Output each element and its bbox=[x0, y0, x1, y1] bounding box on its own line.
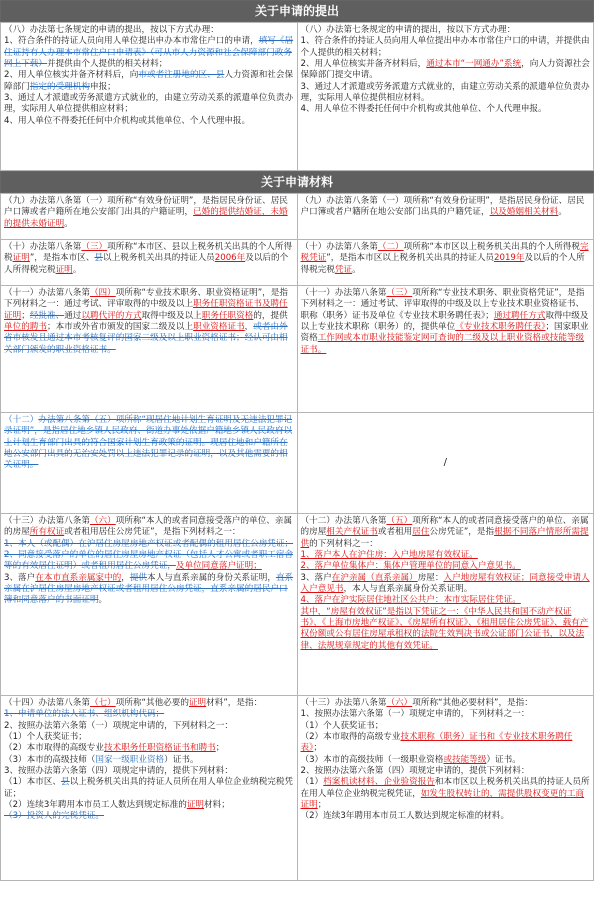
added-text: 通过聘任方式 bbox=[493, 310, 546, 321]
clause-text: 材料”，是指： bbox=[206, 698, 263, 708]
clause-text: 及以后的个人所得税完税 bbox=[4, 253, 289, 275]
new-clause-11 bbox=[297, 286, 594, 413]
clause-text: 或者租用居住公房凭证”，是指下列材料之一： bbox=[64, 527, 241, 538]
new-clause-14 bbox=[297, 696, 594, 881]
old-clause-9 bbox=[1, 194, 298, 240]
clause-text: 3、落户 bbox=[4, 572, 36, 583]
clause-text: ； bbox=[215, 743, 225, 754]
clause-paragraph bbox=[4, 415, 294, 472]
added-text: 以聘代评的方式 bbox=[81, 310, 142, 321]
clause-paragraph bbox=[4, 698, 294, 709]
clause-text: （十二） bbox=[4, 415, 39, 425]
clause-paragraph bbox=[4, 25, 294, 36]
added-text: 2、落户单位集体户：集体户管理单位的同意入户意见书。 bbox=[300, 561, 521, 572]
added-text: 1、落户本人在沪住房：入户地房屋有效权证。 bbox=[300, 550, 478, 561]
clause-paragraph bbox=[4, 800, 294, 811]
clause-text: 项所称“其他必要的 bbox=[115, 698, 189, 708]
table-row bbox=[1, 696, 594, 881]
clause-paragraph bbox=[4, 777, 294, 800]
added-text: 档案机读材料、企业验资报告 bbox=[323, 777, 435, 788]
added-text: 如发生股权转让的，需提供股权变更的工商证明 bbox=[300, 788, 585, 811]
clause-text: （八）办法第七条规定的申请的提出，按以下方式办理： bbox=[4, 25, 219, 35]
clause-text: 以上税务机关出具的持证人员 bbox=[103, 253, 215, 264]
clause-text: 2、按照办法第六条第（四）项规定申请的，提供下列材料： bbox=[300, 766, 530, 777]
clause-text: 2、按照办法第六条第（一）项规定申请的，下列材料之一： bbox=[4, 720, 233, 731]
clause-paragraph bbox=[301, 766, 591, 777]
clause-paragraph bbox=[4, 36, 294, 70]
clause-text: （十四）办法第八条第 bbox=[4, 698, 90, 708]
clause-text: 本人与直系亲属的身份关系证明， bbox=[147, 572, 276, 583]
added-text: 以及婚姻相关材料 bbox=[489, 207, 559, 218]
deleted-text: （3）投资人的完税凭证。 bbox=[4, 811, 104, 822]
clause-paragraph bbox=[4, 70, 294, 93]
added-text: 或技能等级 bbox=[443, 754, 487, 765]
deleted-text: 1、本人（或配偶）在沪居住房屋房地产权证或者配偶的租用居住公房凭证； bbox=[4, 538, 294, 549]
clause-paragraph bbox=[4, 196, 294, 230]
clause-text: 项所称“专业技术职务、职业资格凭证”，是指下列材料之一：通过考试、评审取得的中级及以上专业技术职业资格证书、职称（职务）证书及单位《专业技术职务聘任表》； bbox=[300, 288, 585, 321]
added-text: 其中，“房屋有效权证”是指以下凭证之一：《中华人民共和国不动产权证书》、《上海市房地产权证》、《房屋所有权证》、《租用居住公房凭证》、载有产权份额或公有居住房屋承租权的法院生效判决书或公证部门公证书，以及法律、法规规章规定的其他有效凭证。 bbox=[300, 606, 589, 651]
deleted-text: 指定的受理机构 bbox=[29, 81, 90, 92]
deleted-text: 提供 bbox=[129, 572, 148, 583]
clause-paragraph bbox=[4, 539, 294, 550]
clause-text: （2）连续3年聘用本市员工人数达到规定标准的材料。 bbox=[300, 811, 510, 822]
clause-paragraph bbox=[301, 709, 591, 720]
clause-paragraph bbox=[301, 561, 591, 572]
clause-text: （2）本市取得的高级专业 bbox=[300, 732, 401, 743]
clause-text: （十一）办法第八条第 bbox=[300, 288, 387, 298]
deleted-text: 填写《居住证持有人办理本市常住户口申请表》（可从市人力资源和社会保障部门政务网上下载） bbox=[4, 36, 294, 70]
table-row bbox=[1, 194, 594, 240]
clause-paragraph bbox=[4, 516, 294, 539]
clause-text: 。 bbox=[98, 595, 108, 606]
clause-text: ，向人力资源社会保障部门提交申请。 bbox=[300, 59, 590, 81]
clause-text: 房屋： bbox=[417, 572, 444, 583]
added-text: 居住 bbox=[412, 527, 430, 538]
clause-text: ）证书。 bbox=[164, 754, 199, 765]
table-row bbox=[1, 514, 594, 696]
clause-text: 及以后的个人所得税完税 bbox=[300, 253, 585, 275]
clause-text: （3）本市的高级技师（一级职业资格 bbox=[300, 754, 444, 765]
clause-text: 1、符合条件的持证人员向用人单位提出申办本市常住户口的申请，并提供由个人提供的相关材料； bbox=[300, 36, 590, 58]
section-header-materials: 关于申请材料 bbox=[0, 171, 594, 193]
clause-text: 以上税务机关出具的持证人员所在用人单位企业纳税完税凭证； bbox=[4, 777, 294, 799]
clause-text: （十二）办法第八条第 bbox=[300, 516, 387, 526]
added-text: （三） bbox=[81, 242, 108, 252]
old-clause-10 bbox=[1, 240, 298, 286]
added-text: （三） bbox=[386, 288, 413, 298]
added-text: 证明 bbox=[188, 698, 207, 708]
added-text: （六） bbox=[386, 698, 413, 708]
clause-paragraph bbox=[301, 755, 591, 766]
added-text: 通过本市“一网通办”系统 bbox=[426, 59, 522, 70]
new-clause-12-deleted-mark: / bbox=[297, 413, 594, 514]
clause-text: ； bbox=[317, 800, 327, 811]
added-text: 证明 bbox=[55, 264, 73, 275]
added-text: 技术职务任职资格证书和聘书 bbox=[104, 743, 216, 754]
clause-text: 人力资源和社会保障部门 bbox=[4, 70, 294, 92]
clause-text: 4、用人单位不得委托任何中介机构或其他单位、个人代理申报。 bbox=[300, 104, 547, 115]
clause-paragraph bbox=[4, 721, 294, 732]
clause-paragraph bbox=[301, 698, 591, 709]
added-text: 入户地房屋有效权证；同意接受申请人入户意见书 bbox=[300, 572, 590, 595]
old-clause-11 bbox=[1, 286, 298, 413]
clause-text: ； bbox=[21, 310, 30, 321]
added-text: （四） bbox=[89, 288, 116, 298]
deleted-text: 经批准、 bbox=[29, 310, 65, 321]
added-text: 《专业技术职务聘任表》 bbox=[455, 322, 546, 333]
clause-paragraph bbox=[4, 811, 294, 822]
clause-text: 并提供由个人提供的相关材料； bbox=[46, 59, 168, 70]
added-text: 技术职称（职务）证书和《专业技术职务聘任表》 bbox=[300, 732, 573, 754]
clause-paragraph bbox=[4, 550, 294, 573]
clause-text: （3）本市的高级技师（ bbox=[4, 754, 96, 765]
new-clause-13 bbox=[297, 514, 594, 696]
added-text: 所有权证 bbox=[29, 527, 65, 538]
clause-text: 。 bbox=[64, 218, 73, 229]
added-text: 2019年 bbox=[494, 253, 525, 264]
added-text: 完税凭证 bbox=[300, 242, 589, 264]
clause-paragraph bbox=[4, 93, 294, 116]
clause-text: 4、用人单位不得委托任何中介机构或其他单位、个人代理申报。 bbox=[4, 115, 251, 126]
clause-text: ）证书。 bbox=[486, 754, 521, 765]
clause-text: 取得中级及以上 bbox=[141, 310, 202, 321]
clause-paragraph bbox=[301, 82, 591, 105]
old-clause-13 bbox=[1, 514, 298, 696]
deleted-text: 办法第八条第（五）项所称“现居住地计划生育证明及无违法犯罪记录证明”，是指居住地乡镇人民政府、街道办事处依据户籍地乡镇人民政府以上计划生育部门出具的符合国家计划生育政策的证明。现居住地和户籍所在地公安部门出具的无治安处罚以上违法犯罪记录的证明，以及其他需要的相关证明。 bbox=[4, 415, 293, 471]
clause-paragraph bbox=[301, 25, 591, 36]
clause-text: 公房凭证”，是指 bbox=[429, 527, 495, 538]
clause-paragraph bbox=[301, 36, 591, 59]
clause-text: ， bbox=[244, 322, 254, 333]
deleted-text: 1、申请单位的法人证书、组织机构代码； bbox=[4, 709, 165, 720]
added-text: 工作网或本市职业技能鉴定网可查询的二级及以上职业资格或技能等级证书。 bbox=[300, 333, 585, 355]
clause-text: 3、按照办法第六条第（四）项规定申请的，提供下列材料： bbox=[4, 766, 233, 777]
clause-text: 3、落户 bbox=[300, 572, 332, 583]
clause-text: 申报； bbox=[89, 81, 116, 92]
clause-text: 项所称“专业技术职务、职业资格证明”，是指下列材料之一：通过考试、评审取得的中级及以上 bbox=[4, 288, 288, 310]
clause-paragraph bbox=[4, 573, 294, 607]
clause-text: 取得中级及以上专业技术职称（职务）的，提供单位 bbox=[300, 310, 589, 333]
clause-paragraph bbox=[301, 104, 591, 115]
added-text: （二） bbox=[377, 242, 404, 252]
added-text: 职务任职资格 bbox=[201, 310, 254, 321]
deleted-text: 县 bbox=[94, 253, 104, 264]
clause-paragraph bbox=[301, 721, 591, 732]
section-header-application: 关于申请的提出 bbox=[0, 0, 594, 22]
clause-text: （十）办法第八条第 bbox=[4, 242, 82, 252]
added-text: 证明 bbox=[12, 253, 30, 264]
clause-text: （八）办法第七条规定的申请的提出，按以下方式办理： bbox=[300, 25, 516, 35]
added-text: 凭证 bbox=[334, 264, 353, 275]
added-text: 4、落户在沪实际居住地社区公共户：本市实际居住凭证。 bbox=[300, 595, 521, 606]
clause-text: ”，是指本市区以上税务机关出具的持证人员 bbox=[326, 253, 495, 264]
clause-text: （2）本市取得的高级专业 bbox=[4, 743, 104, 754]
clause-text: （1）个人获奖证书； bbox=[300, 720, 384, 731]
added-text: 及单位同意落户证明； bbox=[175, 561, 262, 572]
clause-text: 或者租用 bbox=[377, 527, 413, 538]
clause-paragraph bbox=[4, 755, 294, 766]
old-clause-12 bbox=[1, 413, 298, 514]
clause-paragraph bbox=[4, 116, 294, 127]
clause-paragraph bbox=[301, 288, 591, 356]
added-text: （五） bbox=[386, 516, 413, 526]
clause-text: （十一）办法第八条第 bbox=[4, 288, 90, 298]
clause-paragraph bbox=[4, 242, 294, 276]
clause-paragraph bbox=[4, 709, 294, 720]
added-text: 已婚的提供结婚证，未婚的提供未婚证明 bbox=[4, 207, 288, 229]
clause-paragraph bbox=[4, 732, 294, 743]
deleted-text: 或者由外省市核发且通过本市考核复评的国家二级及以上职业资格证书；经认可由相关部门颁发的职业资格证书。 bbox=[4, 322, 288, 355]
table-row bbox=[1, 23, 594, 171]
clause-paragraph bbox=[301, 516, 591, 550]
clause-text: ，本人与直系亲属身份关系证明。 bbox=[343, 584, 473, 595]
clause-text: 。 bbox=[72, 264, 82, 275]
deleted-text: 2、同意接受落户的单位的居住房屋房地产权证（包括人才公寓或者职工宿舍等的有效居住证明）或者租用居住公房凭证， bbox=[4, 550, 294, 572]
clause-text: ， bbox=[121, 572, 130, 583]
clause-text: 3、通过人才派遣或劳务派遣方式就业的，由建立劳动关系的派遣单位负责办理，实际用人单位提供相应材料； bbox=[4, 93, 294, 115]
table-row bbox=[1, 413, 594, 514]
clause-text: （1）个人获奖证书； bbox=[4, 732, 87, 743]
comparison-table-application bbox=[0, 22, 594, 171]
clause-text: ”，是指本市区、 bbox=[29, 253, 95, 264]
old-clause-14 bbox=[1, 696, 298, 881]
deleted-text: 市或者注册地的区、县 bbox=[138, 70, 225, 81]
comparison-table-materials bbox=[0, 193, 594, 881]
clause-text: （2）连续3年聘用本市员工人数达到规定标准的 bbox=[4, 800, 187, 811]
clause-text: ； bbox=[313, 743, 322, 754]
clause-text: 项所称“本人的或者同意接受落户的单位、亲属的房屋 bbox=[4, 516, 293, 538]
clause-text: （1） bbox=[300, 777, 324, 788]
added-text: 相关产权证书 bbox=[326, 527, 378, 538]
clause-text: 的下列材料之一： bbox=[309, 538, 378, 549]
table-row bbox=[1, 286, 594, 413]
new-clause-8 bbox=[297, 23, 594, 171]
clause-text: 项所称“其他必要材料”，是指： bbox=[412, 698, 533, 708]
new-clause-10 bbox=[297, 240, 594, 286]
clause-paragraph bbox=[301, 196, 591, 219]
clause-text: 1、符合条件的持证人员向用人单位提出申办本市常住户口的申请， bbox=[4, 36, 259, 47]
clause-paragraph bbox=[4, 743, 294, 754]
added-text: 在沪亲属（直系亲属） bbox=[331, 572, 418, 583]
clause-text: （九）办法第八条第（一）项所称“有效身份证明”，是指居民身份证、居民户口簿或者户籍所在地公安部门出具的户籍证明， bbox=[4, 196, 288, 218]
clause-text: ；国家职业资格 bbox=[300, 322, 589, 344]
clause-text: （十三）办法第八条第 bbox=[4, 516, 90, 526]
clause-text: 的，提供 bbox=[253, 310, 288, 321]
clause-text: 通过 bbox=[64, 310, 82, 321]
clause-text: 2、用人单位核实并备齐材料后， bbox=[300, 59, 427, 70]
new-clause-9 bbox=[297, 194, 594, 240]
deleted-text: 直系亲属在沪居住房屋房地产权证或者租用居住公房凭证，直系亲属的居民户口簿和同意落户的书面证明 bbox=[4, 572, 294, 606]
clause-text: 。 bbox=[352, 264, 361, 275]
added-text: 单位的聘书 bbox=[4, 322, 47, 333]
clause-text: 1、按照办法第六条第（一）项规定申请的，下列材料之一： bbox=[300, 709, 530, 720]
clause-text: 国家一级职业资格 bbox=[95, 754, 165, 765]
clause-paragraph bbox=[4, 288, 294, 356]
clause-paragraph bbox=[301, 811, 591, 822]
deleted-text: 县 bbox=[61, 777, 70, 788]
clause-text: 项所称“本市区以上税务机关出具的个人所得税 bbox=[403, 242, 580, 252]
clause-text: （1）本市区、 bbox=[4, 777, 62, 788]
clause-text: 。 bbox=[558, 207, 567, 218]
clause-text: 项所称“本市区、县以上税务机关出具的个人所得税 bbox=[4, 242, 293, 264]
added-text: 职业资格证书 bbox=[193, 322, 245, 333]
old-clause-8 bbox=[1, 23, 298, 171]
clause-paragraph bbox=[301, 595, 591, 606]
clause-paragraph bbox=[301, 242, 591, 276]
added-text: 根据不同落户情形所需提供 bbox=[300, 527, 589, 549]
clause-text: （十三）办法第八条第 bbox=[300, 698, 387, 708]
added-text: （七） bbox=[89, 698, 116, 708]
clause-text: 和本市区以上税务机关出具的持证人员所在用人单位企业纳税完税凭证， bbox=[300, 777, 590, 799]
clause-paragraph bbox=[301, 732, 591, 755]
clause-paragraph bbox=[301, 777, 591, 811]
clause-paragraph bbox=[301, 573, 591, 596]
clause-text: （十）办法第八条第 bbox=[300, 242, 378, 252]
clause-paragraph bbox=[4, 766, 294, 777]
clause-text: 3、通过人才派遣或劳务派遣方式就业的，由建立劳动关系的派遣单位负责办理，实际用人单位提供相应材料。 bbox=[300, 81, 590, 104]
added-text: （六） bbox=[89, 516, 116, 526]
clause-text: ；本市或外省市颁发的国家二级及以上 bbox=[46, 322, 194, 333]
clause-text: （九）办法第八条第（一）项所称“有效身份证明”，是指居民身份证、居民户口簿或者户籍所在地公安部门出具的户籍凭证， bbox=[300, 196, 585, 218]
added-text: 在本市直系亲属家中的 bbox=[35, 572, 122, 583]
clause-text: 材料； bbox=[204, 800, 230, 811]
clause-paragraph bbox=[301, 607, 591, 652]
added-text: 证明 bbox=[186, 800, 205, 811]
table-row bbox=[1, 240, 594, 286]
clause-paragraph bbox=[301, 550, 591, 561]
added-text: 职务任职资格证书及聘任证明 bbox=[4, 299, 288, 321]
clause-paragraph bbox=[301, 59, 591, 82]
added-text: 2006年 bbox=[214, 253, 246, 264]
clause-text: 2、用人单位核实并备齐材料后，向 bbox=[4, 70, 139, 81]
clause-text: 项所称“本人的或者同意接受落户的单位、亲属的房屋 bbox=[300, 516, 589, 538]
